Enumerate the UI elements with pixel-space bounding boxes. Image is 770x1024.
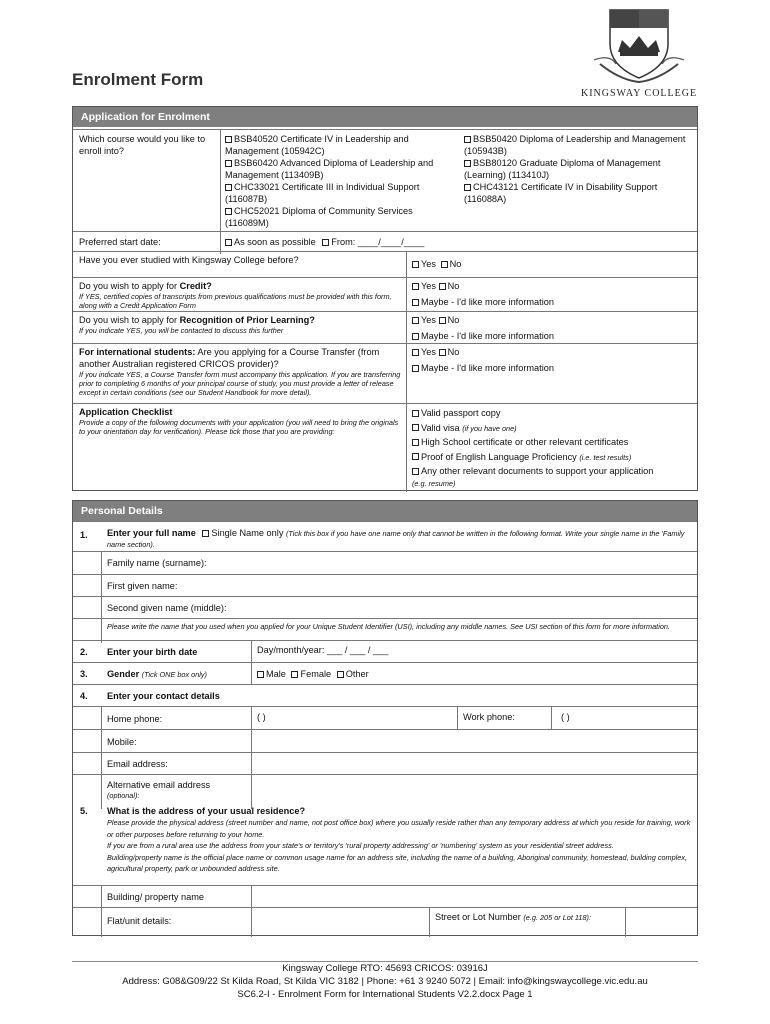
checkbox[interactable]	[225, 208, 232, 215]
checklist-items: Valid passport copy Valid visa (if you have one) High School certificate or other relevant certificates Proof of English Language Proficiency (i.e. test results) Any other relevant documents to support your application (e.g. resume)	[412, 408, 654, 488]
mobile-row	[73, 729, 697, 752]
credit-row	[73, 277, 697, 311]
yes-checkbox[interactable]	[412, 317, 419, 324]
birth-date-field[interactable]: Day/month/year: ___ / ___ / ___	[257, 645, 389, 655]
from-date-checkbox[interactable]	[322, 239, 329, 246]
checkbox[interactable]	[464, 160, 471, 167]
residence-question: What is the address of your usual residence? Please provide the physical address (street number and name, not post office box) where you usually reside rather than any temporary address at which you reside for training, work or other purposes before returning to your home. If you are from a rural area use the address from your state's or territory's 'rural property addressing' or 'numbering' system as your residential street address. Building/property name is the official place name or common usage name for an address site, including the name of a building, Aboriginal community, homestead, building complex, agricultural property, park or unbounded address site.	[107, 806, 691, 873]
birth-date-label: Enter your birth date	[107, 647, 198, 657]
checklist-english[interactable]: Proof of English Language Proficiency (i.e. test results)	[412, 450, 653, 465]
checklist-other[interactable]: Any other relevant documents to support your application	[412, 464, 653, 479]
family-name-row	[73, 551, 697, 574]
checkbox[interactable]	[412, 410, 419, 417]
personal-section	[72, 500, 698, 936]
yes-checkbox[interactable]	[412, 349, 419, 356]
email-label: Email address:	[107, 759, 168, 769]
application-section-title: Application for Enrolment	[73, 107, 697, 127]
asap-checkbox[interactable]	[225, 239, 232, 246]
personal-section-title: Personal Details	[73, 501, 697, 521]
male-checkbox[interactable]	[257, 671, 264, 678]
checklist-row	[73, 403, 697, 491]
course-option[interactable]: BSB80120 Graduate Diploma of Management (Learning) (113410J)	[464, 158, 661, 180]
work-phone-field[interactable]: ( )	[561, 712, 570, 722]
no-checkbox[interactable]	[441, 261, 448, 268]
yes-checkbox[interactable]	[412, 261, 419, 268]
footer-address: Address: G08&G09/22 St Kilda Road, St Kilda VIC 3182 | Phone: +61 3 9240 5072 | Email: info@kingswaycollege.vic.edu.au	[122, 976, 648, 987]
mobile-field[interactable]	[253, 730, 693, 752]
contact-details-label: Enter your contact details	[107, 691, 220, 701]
checkbox[interactable]	[464, 136, 471, 143]
rpl-options: Yes No Maybe - I'd like more information	[412, 314, 554, 342]
footer-doc-info: SC6.2-I - Enrolment Form for International Students V2.2.docx Page 1	[237, 989, 533, 1000]
course-option[interactable]: CHC33021 Certificate III in Individual Support (116087B)	[225, 182, 420, 204]
checkbox[interactable]	[412, 468, 419, 475]
second-name-field[interactable]	[253, 597, 693, 619]
maybe-checkbox[interactable]	[412, 333, 419, 340]
credit-options: Yes No Maybe - I'd like more information	[412, 280, 554, 308]
flat-field[interactable]	[253, 908, 429, 936]
flat-row	[73, 907, 697, 936]
q5-row: 5. What is the address of your usual residence? Please provide the physical address (street number and name, not post office box) where you usually reside rather than any temporary address at which you reside for training, work or other purposes before returning to your home. If you are from a rural area use the address from your state's or territory's 'rural property addressing' or 'numbering' system as your residential street address. Building/property name is the official place name or common usage name for an address site, including the name of a building, Aboriginal community, homestead, building complex, agricultural property, park or unbounded address site.	[80, 806, 691, 873]
yes-checkbox[interactable]	[412, 283, 419, 290]
q1-full-name: Enter your full name Single Name only (Tick this box if you have one name only that cannot be written in the following format. Write your single name in the 'Family name section).	[107, 528, 685, 549]
course-row	[73, 129, 697, 231]
mobile-label: Mobile:	[107, 737, 137, 747]
intl-transfer-options: Yes No Maybe - I'd like more information	[412, 346, 554, 374]
gender-label: Gender (Tick ONE box only)	[107, 669, 207, 679]
footer-rto: Kingsway College RTO: 45693 CRICOS: 03916J	[282, 963, 488, 974]
female-checkbox[interactable]	[291, 671, 298, 678]
first-name-label: First given name:	[107, 581, 178, 591]
form-title: Enrolment Form	[72, 70, 204, 89]
flat-label: Flat/unit details:	[107, 916, 172, 926]
building-field[interactable]	[253, 886, 693, 908]
course-option[interactable]: BSB60420 Advanced Diploma of Leadership and Management (113409B)	[225, 158, 434, 180]
home-phone-row	[73, 706, 697, 729]
checklist-passport[interactable]: Valid passport copy	[412, 406, 653, 421]
maybe-checkbox[interactable]	[412, 299, 419, 306]
checklist-visa[interactable]: Valid visa (if you have one)	[412, 421, 653, 436]
checklist-school[interactable]: High School certificate or other relevant certificates	[412, 435, 653, 450]
q3-row: 3. Gender (Tick ONE box only) Male Female Other	[73, 662, 697, 684]
course-question: Which course would you like to enroll into?	[79, 134, 206, 156]
college-crest-logo	[580, 4, 698, 100]
second-name-row	[73, 596, 697, 618]
rpl-note: If you indicate YES, you will be contacted to discuss this further	[79, 326, 284, 335]
checkbox[interactable]	[225, 160, 232, 167]
credit-question: Do you wish to apply for Credit? If YES, certified copies of transcripts from previous qualifications must be provided with this form, along with a Credit Application Form	[79, 280, 404, 310]
studied-before-row	[73, 251, 697, 277]
no-checkbox[interactable]	[439, 317, 446, 324]
page-footer	[72, 962, 698, 1001]
usi-note: Please write the name that you used when you applied for your Unique Student Identifier (USI), including any middle names. See USI section of this form for more information.	[107, 622, 670, 631]
courses-left	[225, 133, 455, 229]
checkbox[interactable]	[412, 424, 419, 431]
building-label: Building/ property name	[107, 892, 205, 902]
second-name-label: Second given name (middle):	[107, 603, 227, 613]
checkbox[interactable]	[464, 184, 471, 191]
email-field[interactable]	[253, 753, 693, 775]
family-name-field[interactable]	[253, 552, 693, 574]
checklist-note: Provide a copy of the following documents with your application (you will need to bring the originals to your orientation day for verification). Please tick those that you are providing:	[79, 418, 399, 436]
building-row	[73, 885, 697, 907]
course-option[interactable]: CHC43121 Certificate IV in Disability Support (116088A)	[464, 182, 658, 204]
q1-row: 1. Enter your full name Single Name only (Tick this box if you have one name only that cannot be written in the following format. Write your single name in the 'Family name section).	[73, 521, 697, 551]
application-section	[72, 106, 698, 491]
street-field[interactable]	[627, 908, 693, 936]
intl-transfer-question: For international students: Are you applying for a Course Transfer (from another Australian registered CRICOS provider)? If you indicate YES, a Course Transfer form must accompany this application. If you are transferring prior to completing 6 months of your principal course of study, you must provide a letter of release except in certain conditions (see our Student Handbook for more detail).	[79, 346, 404, 397]
studied-before-question: Have you ever studied with Kingsway College before?	[79, 255, 299, 265]
q4-row: 4. Enter your contact details	[73, 684, 697, 706]
no-checkbox[interactable]	[439, 349, 446, 356]
start-date-options: As soon as possible From: ____/____/____	[225, 236, 424, 248]
home-phone-field[interactable]: ( )	[257, 712, 266, 722]
rpl-question: Do you wish to apply for Recognition of Prior Learning? If you indicate YES, you will be contacted to discuss this further	[79, 314, 404, 335]
email-row	[73, 752, 697, 774]
intl-transfer-note: If you indicate YES, a Course Transfer form must accompany this application. If you are transferring prior to completing 6 months of your principal course of study, you must provide a letter of release except in certain conditions (see our Student Handbook for more detail).	[79, 370, 401, 397]
course-option[interactable]: BSB50420 Diploma of Leadership and Management (105943B)	[464, 134, 686, 156]
no-checkbox[interactable]	[439, 283, 446, 290]
alt-email-field[interactable]	[253, 775, 693, 797]
checkbox[interactable]	[225, 136, 232, 143]
start-date-label: Preferred start date:	[79, 237, 161, 247]
q2-row: 2. Enter your birth date Day/month/year: ___ / ___ / ___	[73, 640, 697, 662]
course-option[interactable]: BSB40520 Certificate IV in Leadership and Management (105942C)	[225, 134, 409, 156]
maybe-checkbox[interactable]	[412, 365, 419, 372]
rpl-row	[73, 311, 697, 343]
usi-note-row	[73, 618, 697, 640]
alt-email-label: Alternative email address (optional):	[107, 780, 211, 800]
work-phone-label: Work phone:	[463, 712, 515, 722]
checkbox[interactable]	[412, 439, 419, 446]
home-phone-label: Home phone:	[107, 714, 163, 724]
intl-transfer-row	[73, 343, 697, 403]
courses-right	[464, 133, 694, 205]
checklist-title: Application Checklist	[79, 407, 173, 417]
first-name-field[interactable]	[253, 575, 693, 597]
start-date-row	[73, 231, 697, 251]
course-option[interactable]: CHC52021 Diploma of Community Services (116089M)	[225, 206, 413, 228]
family-name-label: Family name (surname):	[107, 558, 207, 568]
checkbox[interactable]	[412, 453, 419, 460]
checklist-description	[79, 406, 399, 436]
credit-note: If YES, certified copies of transcripts from previous qualifications must be provided with this form, along with a Credit Application Form	[79, 292, 392, 310]
single-name-checkbox[interactable]	[202, 530, 209, 537]
first-name-row	[73, 574, 697, 596]
gender-options: Male Female Other	[257, 668, 369, 680]
other-checkbox[interactable]	[337, 671, 344, 678]
studied-before-options: Yes No	[412, 258, 461, 270]
checkbox[interactable]	[225, 184, 232, 191]
street-label: Street or Lot Number (e.g. 205 or Lot 118):	[435, 912, 591, 922]
college-name: KINGSWAY COLLEGE	[581, 88, 698, 99]
